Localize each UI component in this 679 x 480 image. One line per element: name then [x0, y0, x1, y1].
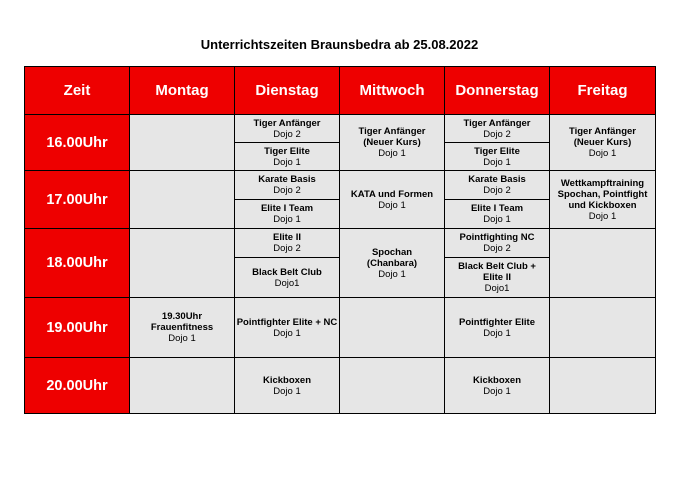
cell-mon-20 — [130, 358, 235, 414]
cell-tue-20 — [235, 358, 340, 414]
cell-thu-17a — [445, 171, 550, 200]
table-row — [25, 358, 656, 414]
class-name: KATA und Formen — [350, 188, 434, 200]
cell-tue-18a — [235, 229, 340, 258]
time-16: 16.00Uhr — [25, 115, 130, 171]
class-name: Kickboxen — [472, 374, 522, 386]
cell-tue-16b — [235, 143, 340, 171]
cell-wed-17 — [340, 171, 445, 229]
cell-wed-20 — [340, 358, 445, 414]
room-label: Dojo 2 — [483, 185, 511, 196]
room-label: Dojo 1 — [483, 214, 511, 225]
cell-tue-18b — [235, 258, 340, 298]
room-label: Dojo 1 — [588, 148, 617, 159]
cell-fri-19 — [550, 298, 656, 358]
cell-mon-16 — [130, 115, 235, 171]
cell-mon-19 — [130, 298, 235, 358]
room-label: Dojo 1 — [168, 333, 196, 344]
room-label: Dojo 2 — [273, 243, 301, 254]
table-row — [25, 298, 656, 358]
room-label: Dojo1 — [484, 283, 510, 294]
header-montag: Montag — [130, 67, 235, 115]
table-row — [25, 171, 656, 200]
schedule-table — [24, 66, 656, 414]
header-mittwoch: Mittwoch — [340, 67, 445, 115]
class-name: Tiger Anfänger (Neuer Kurs) — [358, 126, 426, 148]
class-name: Pointfighter Elite + NC — [236, 316, 338, 328]
cell-tue-16a — [235, 115, 340, 143]
room-label: Dojo 2 — [483, 128, 511, 140]
time-19: 19.00Uhr — [25, 298, 130, 358]
header-row — [25, 67, 656, 115]
class-name: Tiger Anfänger (Neuer Kurs) — [568, 126, 637, 148]
cell-thu-19 — [445, 298, 550, 358]
header-zeit: Zeit — [25, 67, 130, 115]
room-label: Dojo 1 — [273, 214, 301, 225]
class-name: Kickboxen — [262, 374, 312, 386]
cell-wed-19 — [340, 298, 445, 358]
class-name: Black Belt Club + Elite II — [458, 261, 536, 283]
cell-fri-16 — [550, 115, 656, 171]
time-18: 18.00Uhr — [25, 229, 130, 298]
room-label: Dojo 1 — [483, 385, 511, 397]
room-label: Dojo 1 — [378, 268, 406, 280]
class-name: Elite II — [273, 232, 301, 243]
class-name: Tiger Anfänger — [253, 117, 321, 129]
room-label: Dojo 1 — [588, 210, 617, 222]
cell-tue-17a — [235, 171, 340, 200]
cell-fri-18 — [550, 229, 656, 298]
room-label: Dojo 1 — [273, 327, 301, 339]
room-label: Dojo 2 — [273, 185, 301, 196]
cell-tue-17b — [235, 200, 340, 229]
header-donnerstag: Donnerstag — [445, 67, 550, 115]
cell-tue-19 — [235, 298, 340, 358]
room-label: Dojo 2 — [483, 243, 511, 254]
room-label: Dojo 1 — [378, 199, 406, 211]
class-name: Tiger Anfänger — [463, 117, 531, 129]
cell-wed-18 — [340, 229, 445, 298]
room-label: Dojo 1 — [273, 156, 301, 168]
header-dienstag: Dienstag — [235, 67, 340, 115]
room-label: Dojo1 — [274, 277, 300, 289]
class-name: 19.30Uhr Frauenfitness — [150, 311, 214, 333]
class-name: Elite I Team — [470, 203, 524, 214]
cell-thu-16a — [445, 115, 550, 143]
time-20: 20.00Uhr — [25, 358, 130, 414]
class-name: Pointfighting NC — [459, 232, 535, 243]
cell-thu-20 — [445, 358, 550, 414]
class-name: Pointfighter Elite — [459, 316, 535, 328]
class-name: Black Belt Club — [252, 266, 322, 278]
cell-fri-17 — [550, 171, 656, 229]
cell-thu-16b — [445, 143, 550, 171]
cell-mon-18 — [130, 229, 235, 298]
cell-thu-18a — [445, 229, 550, 258]
table-row — [25, 115, 656, 143]
class-name: Karate Basis — [258, 174, 316, 185]
class-name: Elite I Team — [260, 203, 314, 214]
cell-fri-20 — [550, 358, 656, 414]
room-label: Dojo 1 — [378, 148, 406, 159]
cell-thu-18b — [445, 258, 550, 298]
table-row — [25, 229, 656, 258]
cell-wed-16 — [340, 115, 445, 171]
time-17: 17.00Uhr — [25, 171, 130, 229]
class-name: Karate Basis — [468, 174, 526, 185]
page-title: Unterrichtszeiten Braunsbedra ab 25.08.2022 — [200, 37, 479, 52]
class-name: Tiger Elite — [264, 145, 310, 157]
room-label: Dojo 1 — [483, 327, 511, 339]
room-label: Dojo 2 — [273, 128, 301, 140]
class-name: Spochan (Chanbara) — [366, 246, 418, 269]
room-label: Dojo 1 — [483, 156, 511, 168]
cell-mon-17 — [130, 171, 235, 229]
cell-thu-17b — [445, 200, 550, 229]
class-name: Tiger Elite — [474, 145, 520, 157]
room-label: Dojo 1 — [273, 385, 301, 397]
header-freitag: Freitag — [550, 67, 656, 115]
class-name: Wettkampftraining Spochan, Pointfight und Kickboxen — [557, 177, 648, 211]
